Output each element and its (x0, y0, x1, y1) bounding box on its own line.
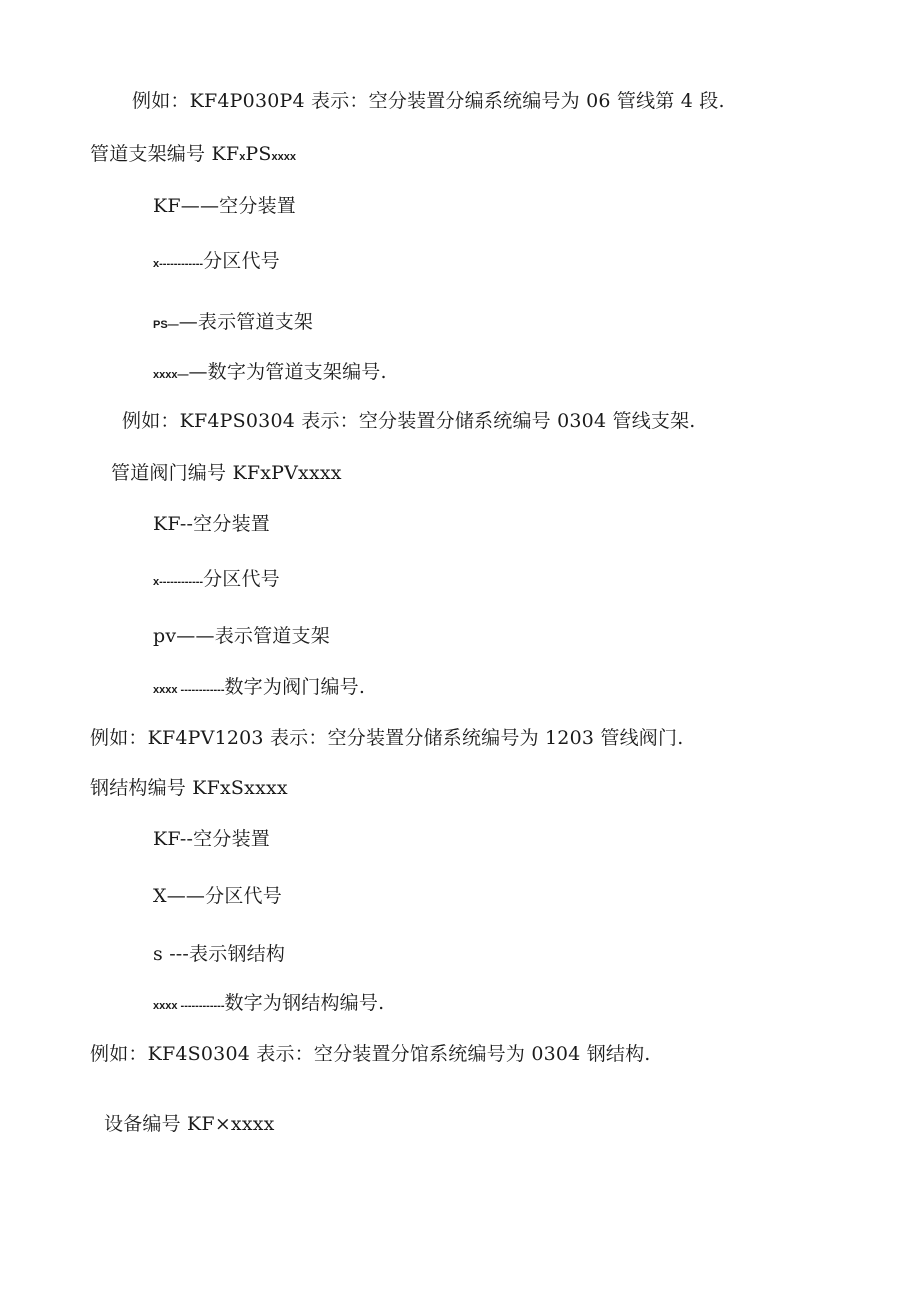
pipe-support-number-code: xxxx— (153, 369, 189, 381)
pipe-valve-number-def (153, 675, 365, 702)
pipe-valve-heading: 管道阀门编号 KFxPVxxxx (111, 462, 342, 484)
steel-number-code: xxxx ------------ (153, 1000, 225, 1012)
pipe-support-heading-xxxx: xxxx (271, 151, 297, 163)
steel-structure-heading: 钢结构编号 KFxSxxxx (90, 777, 288, 799)
pipe-support-ps-def (153, 310, 313, 337)
steel-s-def: s ---表示钢结构 (153, 943, 286, 965)
pipe-support-x-code: x------------ (153, 258, 204, 270)
steel-x-def: X——分区代号 (153, 885, 282, 907)
pipe-support-number-def (153, 360, 387, 387)
pipe-valve-x-text: 分区代号 (203, 568, 280, 590)
pipe-valve-x-code: x------------ (153, 576, 204, 588)
example-pipeline-segment: 例如：KF4P030P4 表示：空分装置分编系统编号为 06 管线第 4 段. (132, 90, 725, 112)
pipe-valve-x-def (153, 567, 280, 594)
pipe-support-heading-x: x (239, 151, 246, 163)
example-pipe-support: 例如：KF4PS0304 表示：空分装置分储系统编号 0304 管线支架. (122, 410, 696, 432)
pipe-support-heading-main: 管道支架编号 KF (90, 143, 240, 165)
pipe-support-heading-ps: PS (245, 143, 272, 165)
steel-kf-def: KF--空分装置 (153, 828, 270, 850)
pipe-support-ps-text: —表示管道支架 (178, 311, 314, 333)
example-pipe-valve: 例如：KF4PV1203 表示：空分装置分储系统编号为 1203 管线阀门. (90, 727, 684, 749)
equipment-heading: 设备编号 KF×xxxx (104, 1113, 275, 1135)
steel-number-def (153, 991, 384, 1018)
pipe-support-x-def (153, 249, 280, 276)
example-steel-structure: 例如：KF4S0304 表示：空分装置分馆系统编号为 0304 钢结构. (90, 1043, 651, 1065)
pipe-support-heading (90, 142, 296, 169)
pipe-valve-number-text: 数字为阀门编号. (224, 676, 366, 698)
pipe-valve-kf-def: KF--空分装置 (153, 513, 270, 535)
pipe-support-ps-code: PS— (153, 319, 179, 331)
pipe-valve-pv-def: pv——表示管道支架 (153, 625, 330, 647)
pipe-valve-number-code: xxxx ------------ (153, 684, 225, 696)
steel-number-text: 数字为钢结构编号. (224, 992, 385, 1014)
pipe-support-kf-def: KF——空分装置 (153, 195, 296, 217)
pipe-support-number-text: —数字为管道支架编号. (188, 361, 387, 383)
pipe-support-x-text: 分区代号 (203, 250, 280, 272)
